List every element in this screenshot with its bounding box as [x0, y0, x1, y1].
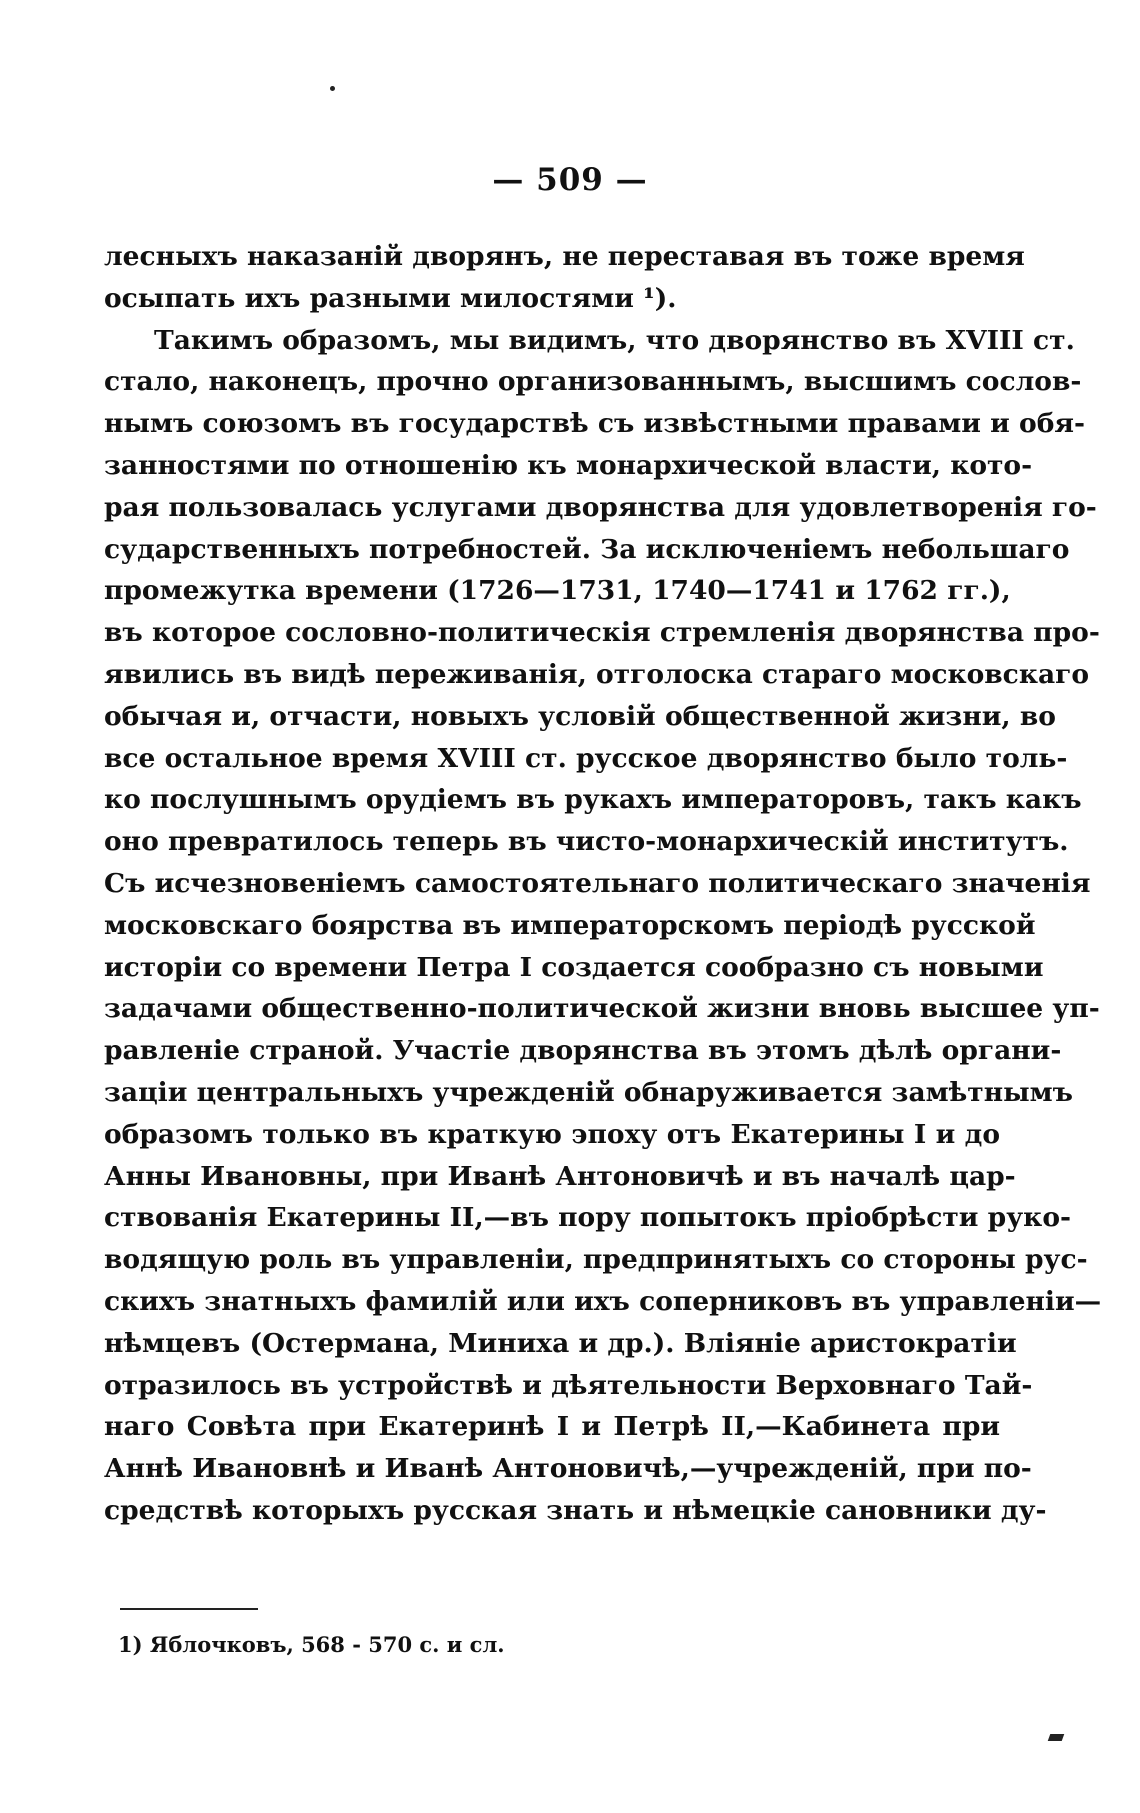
text-line: Съ исчезновенiемъ самостоятельнаго политическаго значенiя [104, 867, 1091, 899]
text-line: промежутка времени (1726—1731, 1740—1741 и 1762 гг.), [104, 575, 1011, 607]
text-line: лесныхъ наказанiй дворянъ, не переставая въ тоже время [104, 241, 1025, 272]
ink-mark [1048, 1734, 1065, 1741]
text-line: исторiи со времени Петра I создается сообразно съ новыми [104, 951, 1044, 983]
text-line: средствѣ которыхъ русская знать и нѣмецкiе сановники ду- [104, 1494, 1047, 1526]
text-line: зацiи центральныхъ учрежденiй обнаруживается замѣтнымъ [104, 1076, 1074, 1108]
text-line: рая пользовалась услугами дворянства для удовлетворенiя го- [104, 491, 1097, 523]
ink-speck [330, 86, 335, 91]
text-line: Анны Ивановны, при Иванѣ Антоновичѣ и въ началѣ цар- [104, 1160, 1016, 1192]
text-line: водящую роль въ управленiи, предпринятыхъ со стороны рус- [104, 1244, 1088, 1276]
page-number: — 509 — [492, 162, 648, 198]
text-line: ствованiя Екатерины II,—въ пору попытокъ прiобрѣсти руко- [104, 1202, 1071, 1234]
body-text [104, 236, 1102, 1532]
footnote: 1) Яблочковъ, 568 - 570 с. и сл. [118, 1632, 505, 1657]
text-line: явились въ видѣ переживанiя, отголоска стараго московскаго [104, 658, 1090, 690]
text-line: стало, наконецъ, прочно организованнымъ, высшимъ сослов- [104, 366, 1082, 398]
text-line: все остальное время XVIII ст. русское дворянство было толь- [104, 742, 1068, 774]
text-line: наго Совѣта при Екатеринѣ I и Петрѣ II,—Кабинета при [104, 1411, 1000, 1443]
text-line: равленiе страной. Участiе дворянства въ этомъ дѣлѣ органи- [104, 1035, 1062, 1067]
text-line: обычая и, отчасти, новыхъ условiй общественной жизни, во [104, 700, 1056, 732]
text-line: образомъ только въ краткую эпоху отъ Екатерины I и до [104, 1118, 1000, 1150]
text-line: занностями по отношенiю къ монархической власти, кото- [104, 449, 1033, 481]
text-line: Такимъ образомъ, мы видимъ, что дворянство въ XVIII ст. [154, 324, 1075, 356]
text-line: нымъ союзомъ въ государствѣ съ извѣстными правами и обя- [104, 408, 1085, 440]
text-line: осыпать ихъ разными милостями ¹). [104, 282, 677, 314]
text-line: ко послушнымъ орудiемъ въ рукахъ императоровъ, такъ какъ [104, 784, 1082, 816]
text-line: скихъ знатныхъ фамилiй или ихъ соперниковъ въ управленiи— [104, 1285, 1102, 1317]
text-line: отразилось въ устройствѣ и дѣятельности Верховнаго Тай- [104, 1369, 1033, 1401]
text-line: оно превратилось теперь въ чисто-монархическiй институтъ. [104, 826, 1069, 858]
footnote-divider [120, 1608, 258, 1610]
text-line: въ которое сословно-политическiя стремленiя дворянства про- [104, 617, 1100, 649]
text-line: московскаго боярства въ императорскомъ перiодѣ русской [104, 909, 1036, 941]
text-line: Аннѣ Ивановнѣ и Иванѣ Антоновичѣ,—учрежденiй, при по- [104, 1453, 1032, 1485]
text-line: сударственныхъ потребностей. За исключенiемъ небольшаго [104, 533, 1070, 565]
text-line: задачами общественно-политической жизни вновь высшее уп- [104, 993, 1100, 1025]
text-line: нѣмцевъ (Остермана, Миниха и др.). Влiянiе аристократiи [104, 1327, 1017, 1359]
